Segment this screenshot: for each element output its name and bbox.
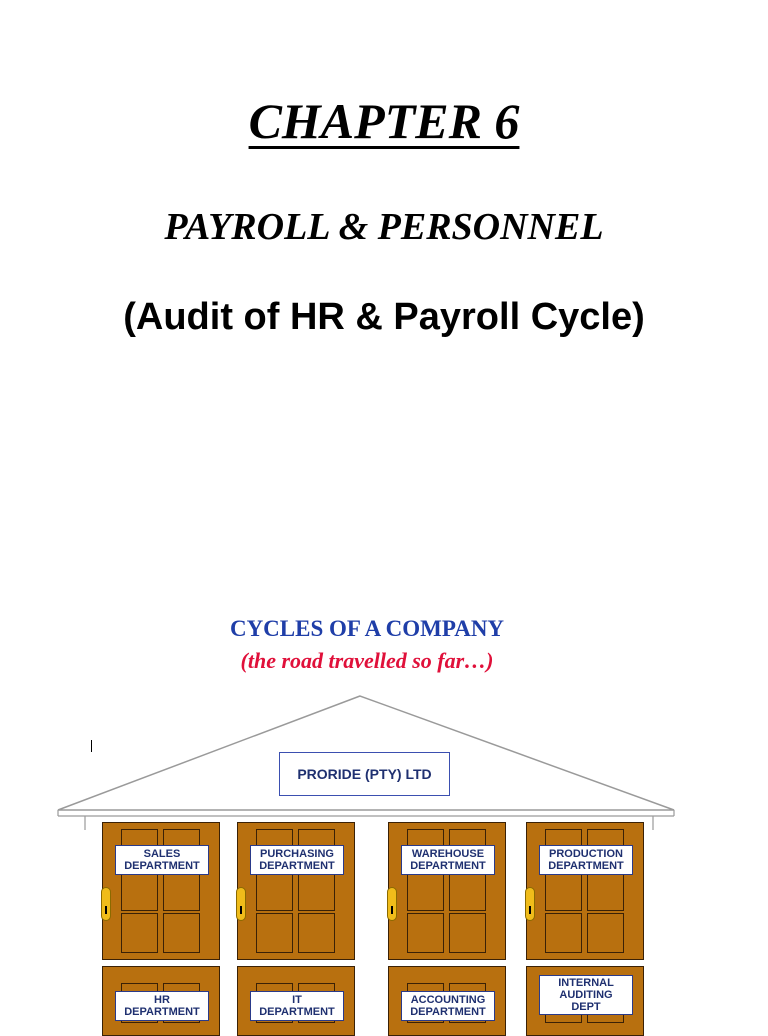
door-purchasing [237, 822, 355, 960]
door-panel [587, 871, 624, 911]
department-label-line: DEPARTMENT [124, 860, 200, 872]
door-internal [526, 966, 644, 1036]
door-panel [256, 913, 293, 953]
chapter-heading: CHAPTER 6 [248, 93, 520, 149]
department-label-line: PRODUCTION [549, 848, 623, 860]
door-panel [256, 871, 293, 911]
door-panel [545, 871, 582, 911]
door-accounting [388, 966, 506, 1036]
department-label [539, 975, 633, 1015]
department-label-line: IT [292, 994, 302, 1006]
department-label [250, 845, 344, 875]
department-label-line: DEPT [571, 1001, 601, 1013]
door-it [237, 966, 355, 1036]
department-label-line: DEPARTMENT [124, 1006, 200, 1018]
door-panel [407, 913, 444, 953]
department-label [250, 991, 344, 1021]
department-label-line: DEPARTMENT [410, 1006, 486, 1018]
department-label-line: DEPARTMENT [548, 860, 624, 872]
department-label [401, 845, 495, 875]
department-label-line: DEPARTMENT [410, 860, 486, 872]
department-label-line: HR [154, 994, 170, 1006]
department-label [115, 991, 209, 1021]
door-panel [587, 913, 624, 953]
diagram-subtitle: (the road travelled so far…) [240, 648, 494, 673]
door-panel [449, 913, 486, 953]
department-label-line: SALES [143, 848, 181, 860]
door-panel [121, 913, 158, 953]
door-panel [121, 871, 158, 911]
department-label-line: PURCHASING [260, 848, 334, 860]
door-panel [449, 871, 486, 911]
diagram-title: CYCLES OF A COMPANY [229, 616, 505, 641]
door-panel [407, 871, 444, 911]
door-sales [102, 822, 220, 960]
door-panel [298, 913, 335, 953]
department-label-line: WAREHOUSE [411, 848, 485, 860]
department-label [115, 845, 209, 875]
company-name-box: PRORIDE (PTY) LTD [279, 752, 450, 796]
department-label-line: AUDITING [559, 989, 613, 1001]
door-panel [163, 871, 200, 911]
department-label-line: INTERNAL [558, 977, 614, 989]
department-label [401, 991, 495, 1021]
door-hr [102, 966, 220, 1036]
door-panel [163, 913, 200, 953]
department-label-line: ACCOUNTING [410, 994, 486, 1006]
department-label-line: DEPARTMENT [259, 1006, 335, 1018]
door-knob-icon [525, 887, 535, 921]
door-production [526, 822, 644, 960]
department-label [539, 845, 633, 875]
door-knob-icon [101, 887, 111, 921]
door-knob-icon [236, 887, 246, 921]
door-warehouse [388, 822, 506, 960]
department-label-line: DEPARTMENT [259, 860, 335, 872]
door-panel [545, 913, 582, 953]
chapter-subtitle: (Audit of HR & Payroll Cycle) [123, 296, 645, 338]
chapter-title: PAYROLL & PERSONNEL [164, 206, 604, 248]
door-knob-icon [387, 887, 397, 921]
door-panel [298, 871, 335, 911]
